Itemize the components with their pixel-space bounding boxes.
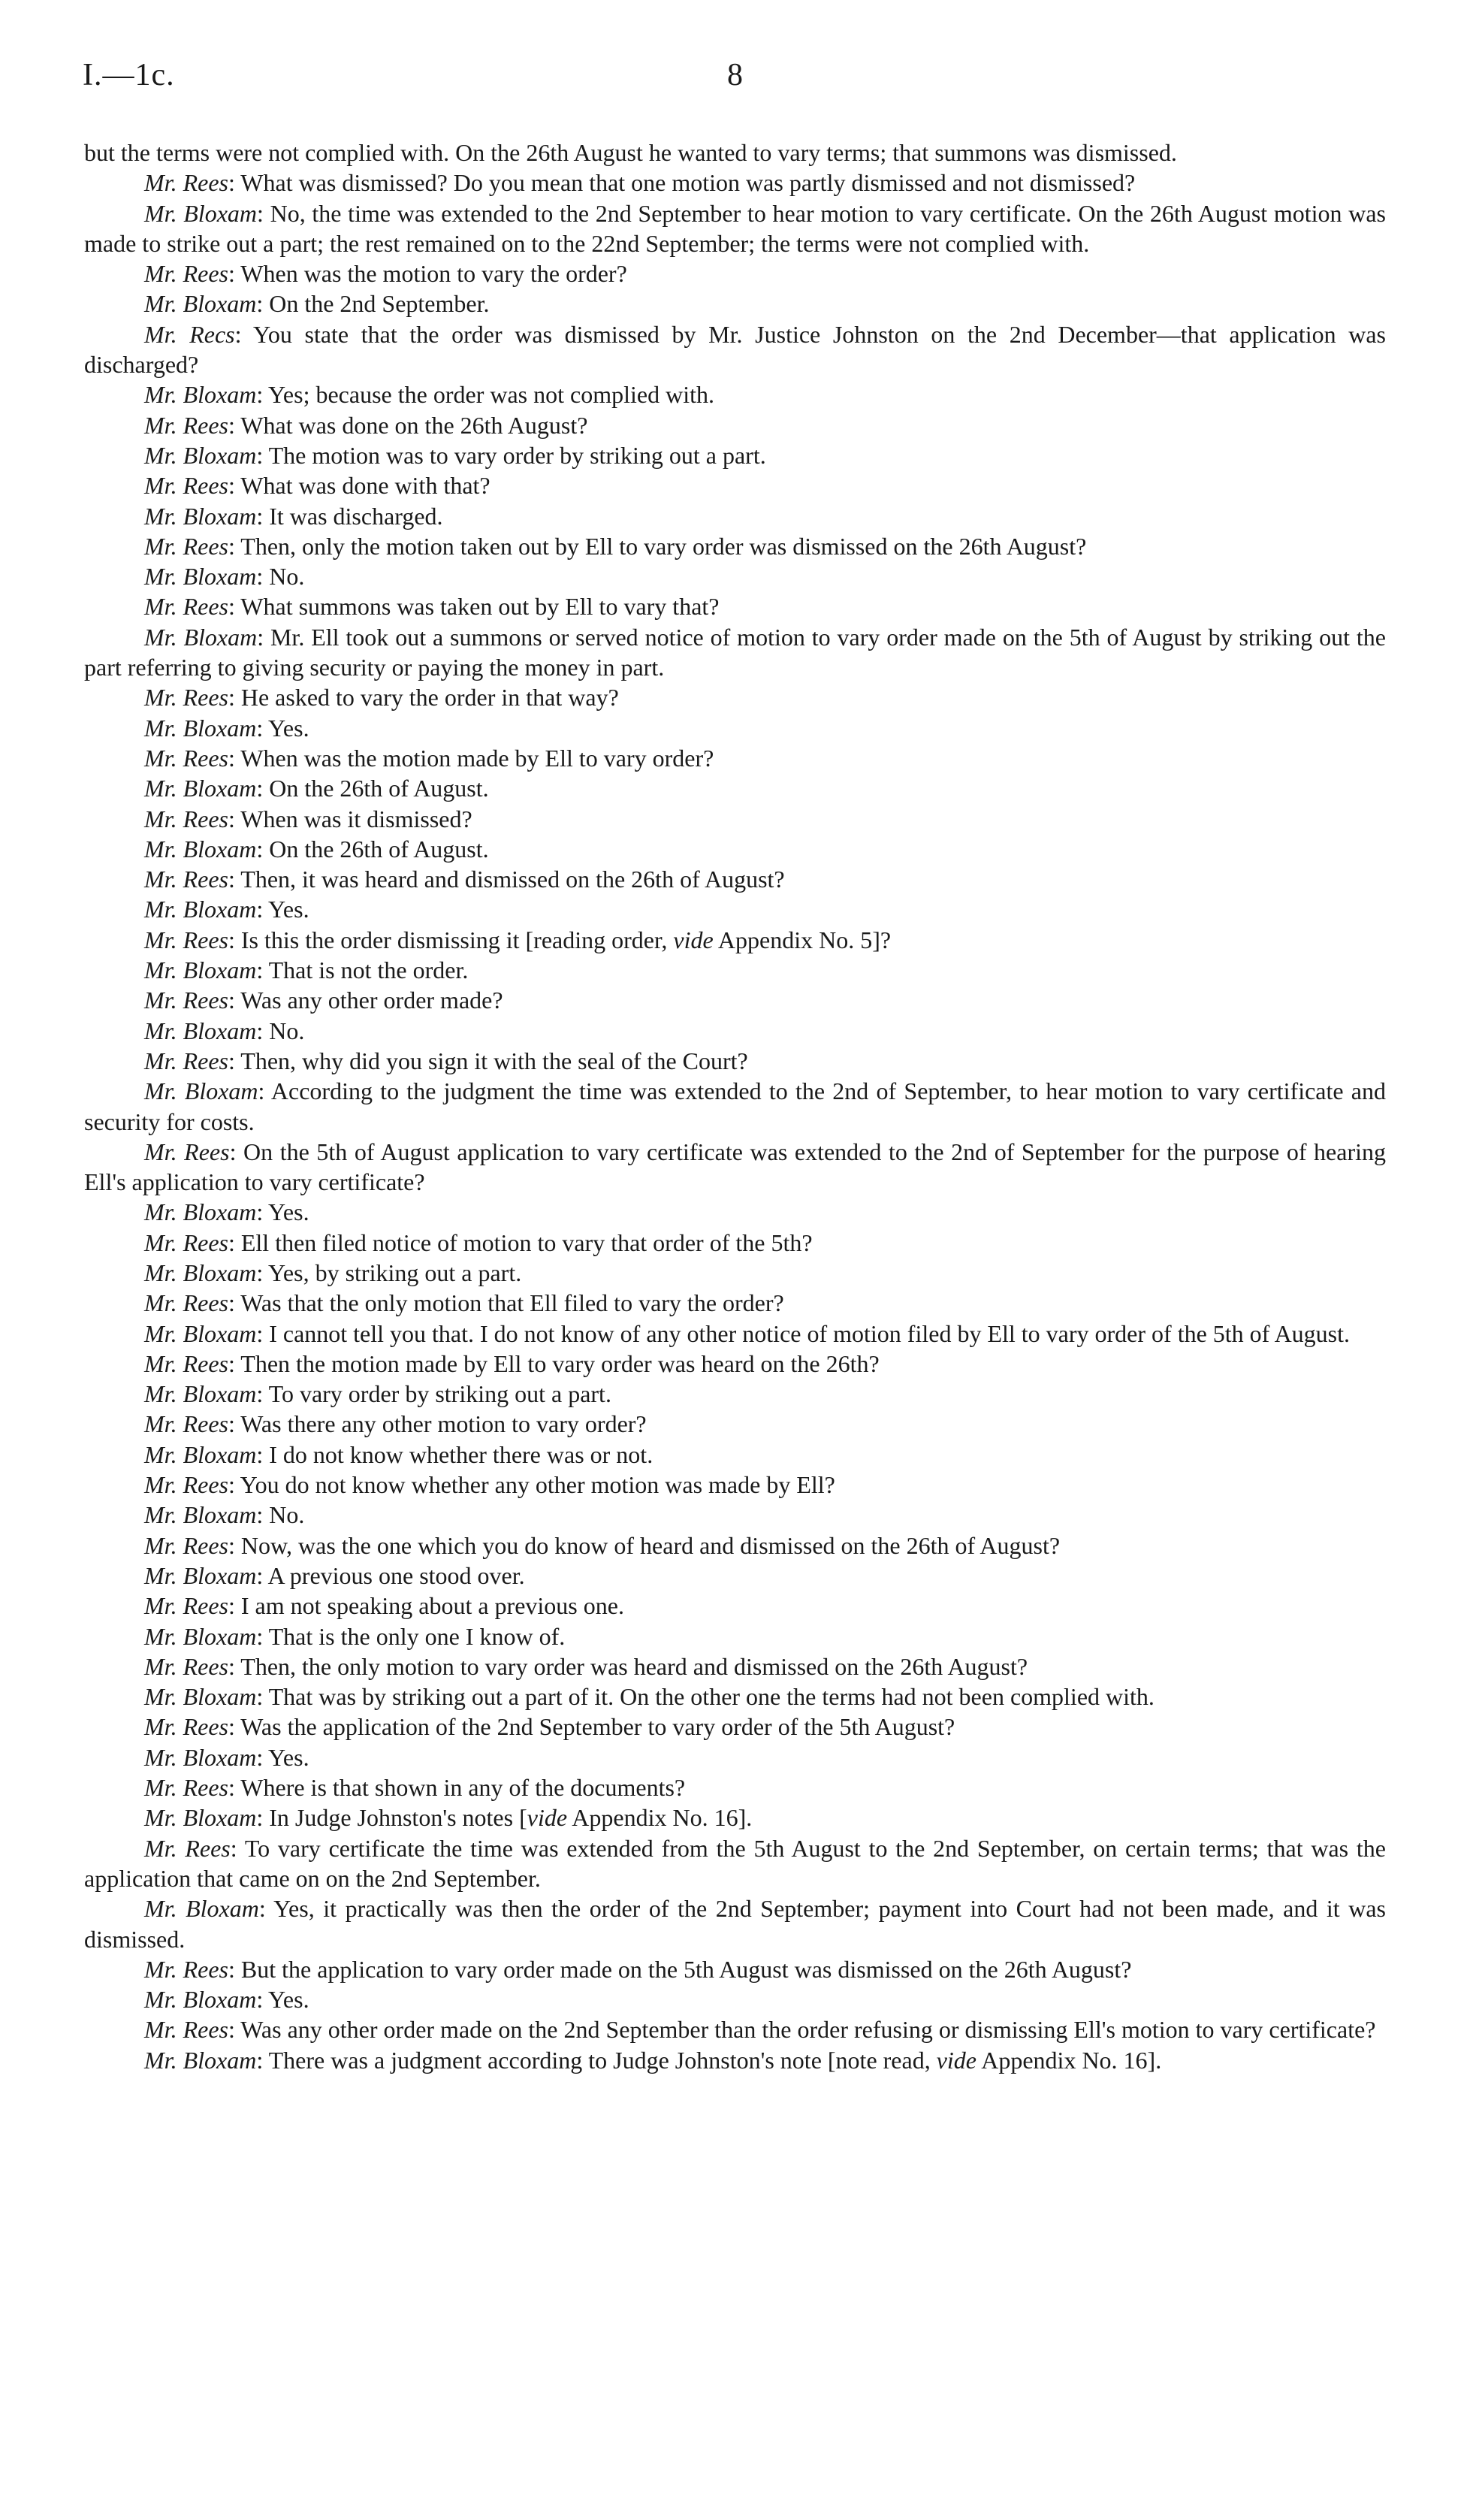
exchange: [84, 379, 1386, 409]
speaker-name: Mr. Rees: [144, 1834, 231, 1862]
statement-text: : Yes.: [256, 714, 309, 742]
speaker-name: Mr. Rees: [144, 1349, 228, 1377]
speaker-name: Mr. Bloxam: [144, 1501, 257, 1529]
exchange: [84, 1802, 1386, 1833]
statement-text: : Mr. Ell took out a summons or served notice of motion to vary order made on the 5th of August by striking out the part referring to giving security or paying the money in part.: [84, 623, 1387, 681]
speaker-name: Mr. Bloxam: [144, 1561, 257, 1589]
speaker-name: Mr. Rees: [144, 1531, 228, 1559]
statement-text: : A previous one stood over.: [256, 1561, 525, 1589]
speaker-name: Mr. Rees: [144, 1410, 228, 1438]
exchange: [84, 410, 1386, 440]
exchange: [84, 440, 1386, 470]
statement-text: : I am not speaking about a previous one.: [228, 1592, 624, 1620]
exchange: [84, 682, 1386, 712]
exchange: [84, 804, 1386, 834]
exchange: [84, 925, 1386, 955]
speaker-name: Mr. Bloxam: [144, 1319, 257, 1347]
speaker-name: Mr. Rees: [144, 1652, 228, 1680]
statement-text: : On the 5th of August application to vary certificate was extended to the 2nd of September for the purpose of hearing Ell's application to vary certificate?: [84, 1138, 1387, 1196]
continuation-paragraph: but the terms were not complied with. On the 26th August he wanted to vary terms; that summons was dismissed.: [84, 139, 1177, 166]
exchange: [84, 319, 1386, 380]
statement-text: : Yes.: [256, 896, 309, 923]
exchange: [84, 1742, 1386, 1772]
statement-text: : That was by striking out a part of it. On the other one the terms had not been complied with.: [256, 1683, 1155, 1711]
exchange: [84, 1954, 1386, 1984]
speaker-name: Mr. Bloxam: [144, 835, 257, 863]
exchange: [84, 1500, 1386, 1530]
italic-reference: vide: [936, 2046, 976, 2074]
exchange: [84, 1076, 1386, 1137]
statement-text: : When was the motion to vary the order?: [228, 260, 627, 288]
statement-text: : Yes.: [256, 1743, 309, 1771]
statement-text: : You do not know whether any other motion was made by Ell?: [228, 1471, 835, 1499]
statement-text: Appendix No. 16].: [567, 1804, 753, 1832]
statement-text: : Then, the only motion to vary order was heard and dismissed on the 26th August?: [228, 1652, 1028, 1680]
speaker-name: Mr. Rees: [144, 532, 228, 560]
speaker-name: Mr. Bloxam: [144, 1895, 259, 1923]
exchange: [84, 168, 1386, 198]
statement-text: : What was done on the 26th August?: [228, 411, 588, 439]
exchange: [84, 1651, 1386, 1682]
page-number: 8: [727, 58, 743, 92]
statement-text: : When was it dismissed?: [228, 805, 472, 832]
speaker-name: Mr. Bloxam: [144, 1622, 257, 1650]
speaker-name: Mr. Rees: [144, 1774, 228, 1802]
transcript-body: [84, 137, 1386, 2075]
statement-text: : I do not know whether there was or not.: [256, 1440, 653, 1468]
statement-text: : Yes, by striking out a part.: [256, 1258, 522, 1286]
speaker-name: Mr. Bloxam: [144, 441, 257, 469]
statement-text: : On the 2nd September.: [256, 290, 490, 318]
exchange: [84, 713, 1386, 743]
statement-text: : No, the time was extended to the 2nd September to hear motion to vary certificate. On the 26th August motion was made to strike out a part; the rest remained on to the 22nd September; the terms were not complied with.: [84, 199, 1387, 257]
statement-text: : Yes.: [256, 1986, 309, 2014]
exchange: [84, 834, 1386, 864]
speaker-name: Mr. Bloxam: [144, 563, 257, 591]
exchange: [84, 1621, 1386, 1651]
statement-text: : According to the judgment the time was extended to the 2nd of September, to hear motion to vary certificate and security for costs.: [84, 1077, 1387, 1135]
statement-text: : That is not the order.: [256, 956, 469, 984]
exchange: [84, 1349, 1386, 1379]
speaker-name: Mr. Rees: [144, 260, 228, 288]
exchange: [84, 1712, 1386, 1742]
exchange: [84, 894, 1386, 924]
speaker-name: Mr. Rees: [144, 1228, 228, 1256]
statement-text: : What was dismissed? Do you mean that one motion was partly dismissed and not dismissed?: [228, 169, 1136, 197]
exchange: [84, 289, 1386, 319]
statement-text: : What was done with that?: [228, 472, 490, 500]
speaker-name: Mr. Rees: [144, 1955, 228, 1983]
exchange: [84, 1228, 1386, 1258]
exchange: [84, 985, 1386, 1015]
statement-text: : Then, it was heard and dismissed on the 26th of August?: [228, 866, 785, 893]
exchange: [84, 1833, 1386, 1894]
speaker-name: Mr. Bloxam: [144, 623, 258, 651]
page-header: [83, 57, 1382, 102]
speaker-name: Mr. Rees: [144, 169, 228, 197]
exchange: [84, 1530, 1386, 1561]
statement-text: : What summons was taken out by Ell to vary that?: [228, 593, 720, 621]
statement-text: : No.: [256, 563, 305, 591]
speaker-name: Mr. Bloxam: [144, 2046, 257, 2074]
exchange: [84, 1893, 1386, 1954]
statement-text: : Then, why did you sign it with the seal of the Court?: [228, 1047, 748, 1074]
speaker-name: Mr. Rees: [144, 1289, 228, 1317]
speaker-name: Mr. Rees: [144, 2016, 228, 2044]
speaker-name: Mr. Bloxam: [144, 1017, 257, 1044]
statement-text: : Where is that shown in any of the documents?: [228, 1774, 686, 1802]
speaker-name: Mr. Rees: [144, 866, 228, 893]
exchange: [84, 1137, 1386, 1198]
exchange: [84, 1591, 1386, 1621]
exchange: [84, 198, 1386, 259]
exchange: [84, 1682, 1386, 1712]
statement-text: : No.: [256, 1017, 305, 1044]
exchange: [84, 743, 1386, 773]
exchange: [84, 591, 1386, 621]
statement-text: : I cannot tell you that. I do not know of any other notice of motion filed by Ell to vary order of the 5th of August.: [256, 1319, 1351, 1347]
statement-text: : It was discharged.: [256, 502, 443, 530]
exchange: [84, 864, 1386, 894]
speaker-name: Mr. Rees: [144, 1713, 228, 1741]
exchange: [84, 470, 1386, 500]
speaker-name: Mr. Bloxam: [144, 199, 258, 227]
exchange: [84, 1197, 1386, 1227]
statement-text: : Was any other order made?: [228, 987, 503, 1014]
statement-text: : Yes; because the order was not complied with.: [256, 381, 714, 409]
statement-text: : Was there any other motion to vary order?: [228, 1410, 647, 1438]
exchange: [84, 1016, 1386, 1046]
speaker-name: Mr. Bloxam: [144, 1986, 257, 2014]
exchange: [84, 1288, 1386, 1318]
statement-text: : On the 26th of August.: [256, 775, 489, 802]
speaker-name: Mr. Bloxam: [144, 1258, 257, 1286]
statement-text: : Ell then filed notice of motion to vary that order of the 5th?: [228, 1228, 813, 1256]
speaker-name: Mr. Bloxam: [144, 1804, 257, 1832]
statement-text: : Then the motion made by Ell to vary order was heard on the 26th?: [228, 1349, 880, 1377]
statement-text: : When was the motion made by Ell to vary order?: [228, 744, 714, 772]
exchange: [84, 622, 1386, 683]
statement-text: : In Judge Johnston's notes [: [256, 1804, 527, 1832]
speaker-name: Mr. Rees: [144, 1592, 228, 1620]
speaker-name: Mr. Rees: [144, 1138, 230, 1165]
speaker-name: Mr. Bloxam: [144, 1743, 257, 1771]
statement-text: : Yes.: [256, 1198, 309, 1226]
statement-text: : That is the only one I know of.: [256, 1622, 566, 1650]
exchange: [84, 1046, 1386, 1076]
speaker-name: Mr. Rees: [144, 987, 228, 1014]
statement-text: Appendix No. 5]?: [713, 926, 892, 953]
statement-text: : You state that the order was dismissed by Mr. Justice Johnston on the 2nd December—that application was discharged?: [84, 320, 1387, 379]
exchange: [84, 1470, 1386, 1500]
speaker-name: Mr. Rees: [144, 805, 228, 832]
speaker-name: Mr. Rees: [144, 1047, 228, 1074]
exchange: [84, 2014, 1386, 2044]
statement-text: : Then, only the motion taken out by Ell to vary order was dismissed on the 26th August?: [228, 532, 1087, 560]
exchange: [84, 1561, 1386, 1591]
exchange: [84, 1409, 1386, 1439]
speaker-name: Mr. Bloxam: [144, 956, 257, 984]
speaker-name: Mr. Rees: [144, 684, 228, 712]
speaker-name: Mr. Bloxam: [144, 1683, 257, 1711]
italic-reference: vide: [673, 926, 714, 953]
exchange: [84, 1984, 1386, 2014]
exchange: [84, 773, 1386, 803]
speaker-name: Mr. Bloxam: [144, 714, 257, 742]
statement-text: : But the application to vary order made on the 5th August was dismissed on the 26th August?: [228, 1955, 1132, 1983]
speaker-name: Mr. Rees: [144, 472, 228, 500]
statement-text: : Is this the order dismissing it [reading order,: [228, 926, 674, 953]
speaker-name: Mr. Rees: [144, 1471, 228, 1499]
statement-text: : On the 26th of August.: [256, 835, 489, 863]
speaker-name: Mr. Bloxam: [144, 1380, 257, 1408]
statement-text: : To vary order by striking out a part.: [256, 1380, 611, 1408]
italic-reference: vide: [527, 1804, 568, 1832]
statement-text: : There was a judgment according to Judge Johnston's note [note read,: [256, 2046, 937, 2074]
statement-text: Appendix No. 16].: [976, 2046, 1162, 2074]
exchange: [84, 1319, 1386, 1349]
speaker-name: Mr. Recs: [144, 320, 235, 348]
exchange: [84, 955, 1386, 985]
speaker-name: Mr. Bloxam: [144, 290, 257, 318]
exchange: [84, 501, 1386, 531]
exchange: [84, 1772, 1386, 1802]
exchange: [84, 561, 1386, 591]
speaker-name: Mr. Bloxam: [144, 1198, 257, 1226]
statement-text: : Was the application of the 2nd September to vary order of the 5th August?: [228, 1713, 955, 1741]
speaker-name: Mr. Bloxam: [144, 502, 257, 530]
statement-text: : Yes, it practically was then the order of the 2nd September; payment into Court had not been made, and it was dismissed.: [84, 1895, 1387, 1953]
statement-text: : To vary certificate the time was extended from the 5th August to the 2nd September, on certain terms; that was the application that came on on the 2nd September.: [84, 1834, 1387, 1892]
speaker-name: Mr. Bloxam: [144, 1077, 258, 1105]
exchange: [84, 258, 1386, 289]
exchange: [84, 531, 1386, 561]
speaker-name: Mr. Rees: [144, 744, 228, 772]
statement-text: : The motion was to vary order by striking out a part.: [256, 441, 766, 469]
document-reference: I.—1c.: [83, 58, 175, 92]
exchange: [84, 1258, 1386, 1288]
exchange: [84, 1440, 1386, 1470]
speaker-name: Mr. Rees: [144, 411, 228, 439]
statement-text: : He asked to vary the order in that way?: [228, 684, 619, 712]
statement-text: : No.: [256, 1501, 305, 1529]
exchange: [84, 1379, 1386, 1409]
statement-text: : Was any other order made on the 2nd September than the order refusing or dismissing Ell's motion to vary certificate?: [228, 2016, 1376, 2044]
statement-text: : Was that the only motion that Ell filed to vary the order?: [228, 1289, 784, 1317]
speaker-name: Mr. Bloxam: [144, 896, 257, 923]
speaker-name: Mr. Bloxam: [144, 381, 257, 409]
exchange: [84, 2045, 1386, 2075]
speaker-name: Mr. Bloxam: [144, 1440, 257, 1468]
statement-text: : Now, was the one which you do know of heard and dismissed on the 26th of August?: [228, 1531, 1061, 1559]
speaker-name: Mr. Rees: [144, 926, 228, 953]
speaker-name: Mr. Rees: [144, 593, 228, 621]
speaker-name: Mr. Bloxam: [144, 775, 257, 802]
